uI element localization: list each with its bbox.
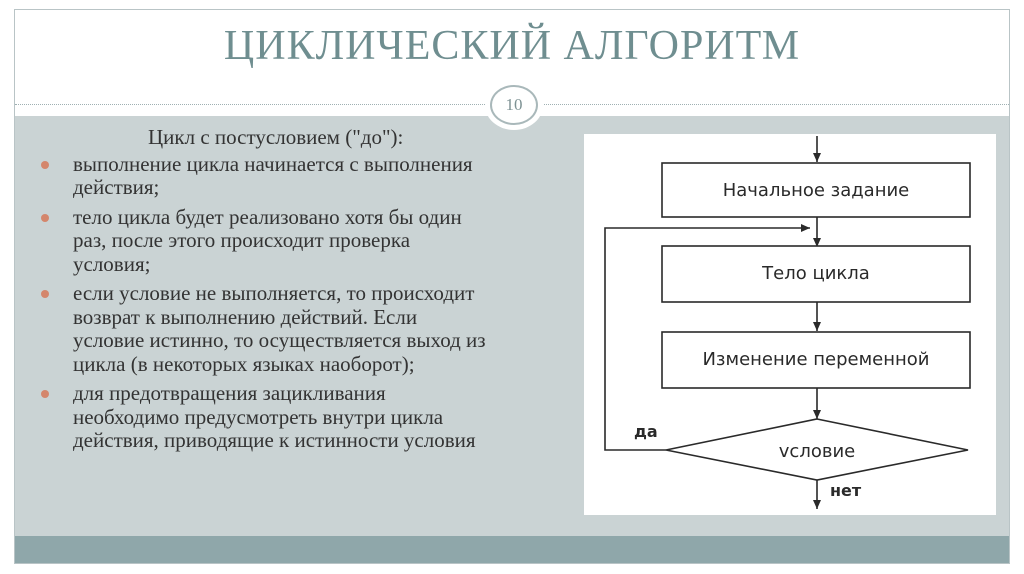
list-item (38, 282, 586, 376)
bullet-dot-icon (41, 214, 49, 222)
box-initial-label: Начальное задание (722, 180, 910, 201)
flowchart-svg (584, 134, 996, 515)
list-item (38, 206, 586, 277)
slide-title: ЦИКЛИЧЕСКИЙ АЛГОРИТМ (223, 23, 801, 69)
list-item-text: если условие не выполняется, то происходит возврат к выполнению действий. Если условие истинно, то осуществляется выход из цикла (в некоторых языках наоборот); (73, 281, 486, 376)
label-no: нет (830, 481, 862, 500)
page-number: 10 (490, 85, 538, 125)
list-item (38, 382, 586, 453)
bullet-dot-icon (41, 161, 49, 169)
content-subtitle: Цикл с постусловием ("до"): (148, 126, 404, 149)
label-yes: да (634, 422, 658, 441)
list-item-text: тело цикла будет реализовано хотя бы один раз, после этого происходит проверка условия; (73, 204, 462, 276)
text-block (38, 126, 586, 466)
box-change-label: Изменение переменной (702, 349, 930, 370)
bullet-dot-icon (41, 390, 49, 398)
list-item-text: для предотвращения зацикливания необходимо предусмотреть внутри цикла действия, приводящие к истинности условия (73, 381, 476, 452)
list-item-text: выполнение цикла начинается с выполнения действия; (73, 151, 473, 199)
box-body-label: Тело цикла (762, 263, 870, 284)
page-number-badge (485, 80, 543, 130)
footer-bar (15, 536, 1009, 563)
flowchart-diagram (584, 134, 996, 515)
bullet-dot-icon (41, 290, 49, 298)
list-item (38, 153, 586, 200)
condition-label: vсловие (778, 441, 856, 462)
bullet-list (38, 153, 586, 453)
